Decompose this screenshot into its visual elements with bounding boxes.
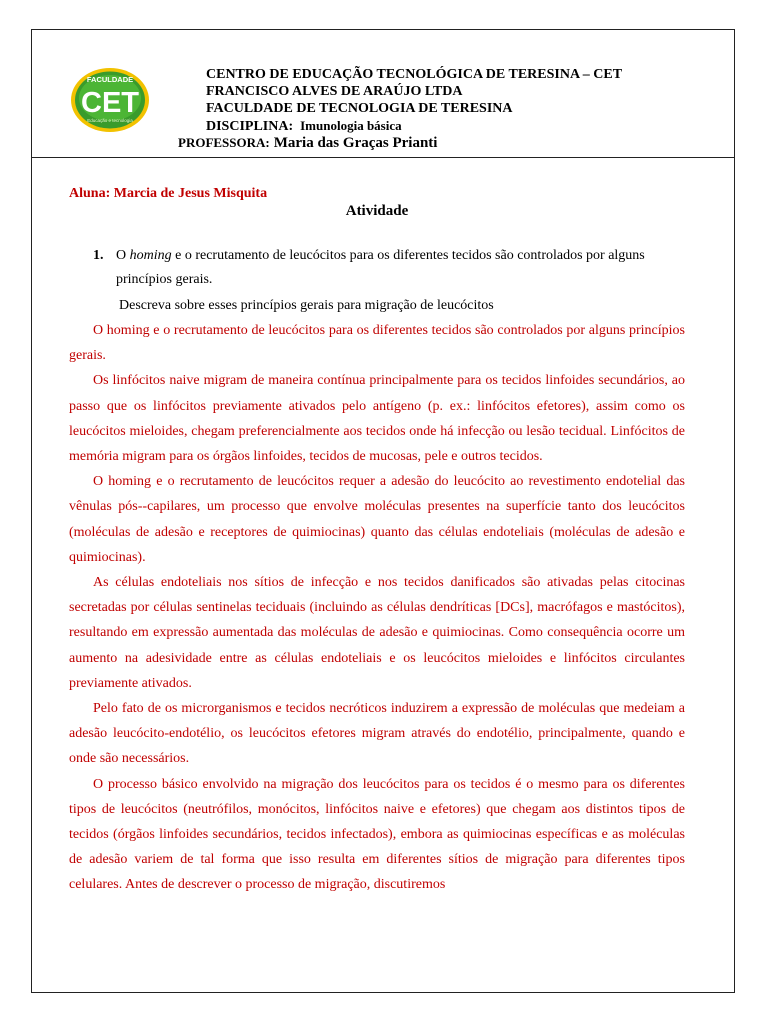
answer-paragraph: O processo básico envolvido na migração dos leucócitos para os tecidos é o mesmo para os diferentes tipos de leucócitos (neutrófilos, monócitos, linfócitos naive e efetores) que chegam aos distintos tipos de tecidos (órgãos linfoides secundários, tecidos infectados), embora as quimiocinas específicas e as moléculas de adesão variem de tal forma que isso resulta em diferentes sítios de migração para diferentes tipos celulares. Antes de descrever o processo de migração, discutiremos xyxy=(69,776,685,893)
student-name: Aluna: Marcia de Jesus Misquita xyxy=(69,186,268,201)
answer-paragraph: Os linfócitos naive migram de maneira contínua principalmente para os tecidos linfoides secundários, ao passo que os linfócitos previamente ativados pelo antígeno (p. ex.: linfócitos efetores), assim como os leucócitos mieloides, chegam preferencialmente aos tecidos onde há infecção ou lesão tecidual. Linfócitos de memória migram para os órgãos linfoides, tecidos de mucosas, pele e outros tecidos. xyxy=(69,373,685,465)
activity-title: Atividade xyxy=(345,203,409,219)
page-frame xyxy=(31,29,735,993)
question-number: 1. xyxy=(93,248,104,263)
question-prefix: O xyxy=(116,248,130,263)
institution-line-2: FRANCISCO ALVES DE ARAÚJO LTDA xyxy=(206,84,463,99)
discipline-line xyxy=(206,117,622,135)
cet-logo xyxy=(70,67,150,133)
discipline-value: Imunologia básica xyxy=(300,118,402,133)
institution-line-1: CENTRO DE EDUCAÇÃO TECNOLÓGICA DE TERESINA – CET xyxy=(206,67,623,82)
question-text: e o recrutamento de leucócitos para os diferentes tecidos são controlados por alguns princípios gerais. xyxy=(116,248,645,287)
document-body xyxy=(69,180,685,898)
question-instruction: Descreva sobre esses princípios gerais para migração de leucócitos xyxy=(119,298,494,313)
professor-name: Maria das Graças Prianti xyxy=(273,135,438,151)
discipline-label: DISCIPLINA: xyxy=(206,119,294,134)
question-1 xyxy=(69,244,685,292)
logo-brand-text: CET xyxy=(81,87,139,119)
logo-tagline-text: Educação e tecnologia xyxy=(87,118,133,123)
institution-line-3: FACULDADE DE TECNOLOGIA DE TERESINA xyxy=(206,101,513,116)
professor-line xyxy=(178,134,437,152)
answer-paragraph: Pelo fato de os microrganismos e tecidos necróticos induzirem a expressão de moléculas que medeiam a adesão leucócito-endotélio, os leucócitos efetores migram através do endotélio, principalmente, quando e onde são necessários. xyxy=(69,701,685,767)
answer-paragraph: O homing e o recrutamento de leucócitos requer a adesão do leucócito ao revestimento endotelial das vênulas pós--capilares, um processo que envolve moléculas presentes na superfície tanto dos leucócitos (moléculas de adesão e receptores de quimiocinas) quanto das células endoteliais (moléculas de adesão e quimiocinas). xyxy=(69,474,685,565)
logo-top-text: FACULDADE xyxy=(86,75,134,84)
professor-label: PROFESSORA: xyxy=(178,135,270,150)
answer-paragraph: As células endoteliais nos sítios de infecção e nos tecidos danificados são ativadas pelas citocinas secretadas por células sentinelas teciduais (incluindo as células dendríticas [DCs], macrófagos e mastócitos), resultando em expressão aumentada das moléculas de adesão e quimiocinas. Como consequência ocorre um aumento na adesividade entre as células endoteliais e os leucócitos mieloides e linfócitos circulantes previamente ativados. xyxy=(69,575,685,691)
institution-block xyxy=(206,66,622,135)
answer-paragraph: O homing e o recrutamento de leucócitos para os diferentes tecidos são controlados por alguns princípios gerais. xyxy=(69,323,685,364)
document-header xyxy=(32,30,734,158)
question-italic-term: homing xyxy=(129,248,172,263)
answer-block xyxy=(69,318,685,898)
